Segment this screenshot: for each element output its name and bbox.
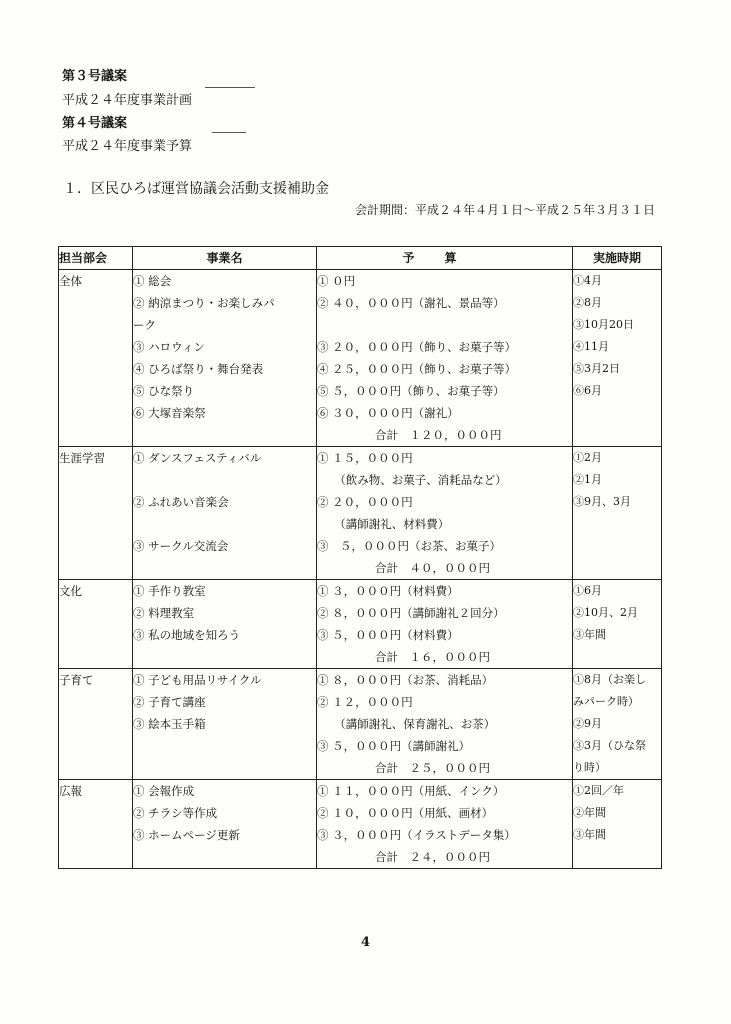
agenda4-title: 平成２４年度事業予算 — [62, 139, 193, 154]
item-name: ② チラシ等作成 — [133, 806, 218, 820]
accounting-period: 会計期間：平成２４年４月１日～平成２５年３月３１日 — [354, 203, 655, 217]
budget-line: ① １５，０００円 — [317, 451, 413, 465]
table-row — [59, 270, 662, 447]
schedule-line: ①4月 — [573, 274, 602, 287]
table-row — [59, 447, 662, 580]
item-name: ⑥ 大塚音楽祭 — [133, 406, 206, 420]
budget-line: ③ ５，０００円（材料費） — [317, 628, 459, 642]
schedule-line: ⑤3月2日 — [573, 362, 620, 375]
budget-cell — [317, 669, 573, 780]
budget-cell — [317, 270, 573, 447]
schedule-line: ③9月、3月 — [573, 495, 631, 508]
item-name: ② 料理教室 — [133, 606, 195, 620]
item-name — [133, 513, 316, 535]
budget-line: （飲み物、お菓子、消耗品など） — [317, 473, 507, 487]
budget-line: ⑥ ３０，０００円（謝礼） — [317, 406, 459, 420]
item-name: ーク — [133, 318, 156, 332]
schedule-line: り時） — [573, 761, 606, 774]
item-cell — [133, 447, 317, 580]
item-name: ④ ひろば祭り・舞台発表 — [133, 362, 264, 376]
table-header-row — [59, 247, 662, 270]
budget-table — [58, 246, 662, 869]
table-row — [59, 580, 662, 669]
budget-line: ① １１，０００円（用紙、インク） — [317, 784, 505, 798]
schedule-cell — [573, 669, 662, 780]
budget-line: ⑤ ５，０００円（飾り、お菓子等） — [317, 384, 505, 398]
agenda4-label: 第４号議案 — [62, 116, 128, 131]
dept-cell — [59, 270, 133, 447]
schedule-line: ③3月（ひな祭 — [573, 739, 646, 752]
dept-cell — [59, 780, 133, 869]
header-dept: 担当部会 — [59, 247, 133, 270]
item-name: ① ダンスフェスティバル — [133, 451, 262, 465]
item-cell — [133, 669, 317, 780]
budget-total: 合計 ４０，０００円 — [375, 561, 490, 575]
item-name: ③ サークル交流会 — [133, 539, 229, 553]
budget-line: （講師謝礼、保育謝礼、お茶） — [317, 717, 496, 731]
budget-line: （講師謝礼、材料費） — [317, 517, 450, 531]
header-name: 事業名 — [133, 247, 317, 270]
budget-total: 合計 ２４，０００円 — [375, 850, 490, 864]
budget-total: 合計 １２０，０００円 — [375, 428, 502, 442]
schedule-line: ③年間 — [573, 628, 606, 641]
schedule-line: ④11月 — [573, 340, 609, 353]
agenda3-title: 平成２４年度事業計画 — [62, 93, 193, 108]
budget-total: 合計 １６，０００円 — [375, 650, 490, 664]
budget-cell — [317, 447, 573, 580]
table-row — [59, 780, 662, 869]
item-name: ② ふれあい音楽会 — [133, 495, 229, 509]
item-cell — [133, 580, 317, 669]
budget-line: ② ８，０００円（講師謝礼２回分） — [317, 606, 505, 620]
budget-line: ② １２，０００円 — [317, 695, 413, 709]
schedule-cell — [573, 447, 662, 580]
item-name: ② 納涼まつり・お楽しみパ — [133, 296, 275, 310]
dept-label: 子育て — [59, 673, 94, 687]
schedule-line: ③年間 — [573, 828, 606, 841]
schedule-line: ②9月 — [573, 717, 602, 730]
item-name: ① 会報作成 — [133, 784, 195, 798]
underline-mark — [212, 132, 246, 133]
budget-line: ③ ３，０００円（イラストデータ集） — [317, 828, 516, 842]
schedule-cell — [573, 270, 662, 447]
budget-cell — [317, 780, 573, 869]
budget-total: 合計 ２５，０００円 — [375, 761, 490, 775]
budget-line: ③ ２０，０００円（飾り、お菓子等） — [317, 340, 517, 354]
schedule-line: みパーク時） — [573, 695, 639, 708]
item-name: ⑤ ひな祭り — [133, 384, 195, 398]
budget-line — [317, 314, 572, 336]
page-number: 4 — [360, 935, 371, 950]
schedule-line: ⑥6月 — [573, 384, 602, 397]
table-row — [59, 669, 662, 780]
budget-line: ③ ５，０００円（講師謝礼） — [317, 739, 471, 753]
budget-cell — [317, 580, 573, 669]
schedule-line: ①8月（お楽し — [573, 673, 646, 686]
item-name: ② 子育て講座 — [133, 695, 206, 709]
item-name: ① 手作り教室 — [133, 584, 206, 598]
item-name: ③ 私の地域を知ろう — [133, 628, 241, 642]
schedule-line: ②年間 — [573, 806, 606, 819]
item-cell — [133, 270, 317, 447]
underline-mark — [205, 87, 255, 88]
dept-cell — [59, 580, 133, 669]
budget-line: ② １０，０００円（用紙、画材） — [317, 806, 494, 820]
schedule-cell — [573, 780, 662, 869]
schedule-line: ①2月 — [573, 451, 602, 464]
budget-line: ③ ５，０００円（お茶、お菓子） — [317, 539, 501, 553]
dept-label: 全体 — [59, 274, 82, 288]
dept-cell — [59, 447, 133, 580]
schedule-line: ③10月20日 — [573, 318, 634, 331]
schedule-line: ②1月 — [573, 473, 602, 486]
schedule-line: ②10月、2月 — [573, 606, 638, 619]
header-when: 実施時期 — [573, 247, 662, 270]
item-name: ① 子ども用品リサイクル — [133, 673, 262, 687]
header-budget: 予算 — [317, 247, 573, 270]
schedule-cell — [573, 580, 662, 669]
budget-line: ④ ２５，０００円（飾り、お菓子等） — [317, 362, 517, 376]
item-name: ③ ホームページ更新 — [133, 828, 240, 842]
item-name: ① 総会 — [133, 274, 172, 288]
item-name — [133, 469, 316, 491]
budget-line: ① ０円 — [317, 274, 356, 288]
budget-line: ② ４０，０００円（謝礼、景品等） — [317, 296, 505, 310]
section-title: １．区民ひろば運営協議会活動支援補助金 — [63, 181, 329, 197]
budget-line: ② ２０，０００円 — [317, 495, 413, 509]
agenda3-label: 第３号議案 — [62, 69, 128, 84]
schedule-line: ①6月 — [573, 584, 602, 597]
dept-label: 文化 — [59, 584, 82, 598]
budget-line: ① ３，０００円（材料費） — [317, 584, 459, 598]
item-name: ③ 絵本玉手箱 — [133, 717, 206, 731]
dept-cell — [59, 669, 133, 780]
item-name: ③ ハロウィン — [133, 340, 205, 354]
budget-line: ① ８，０００円（お茶、消耗品） — [317, 673, 494, 687]
dept-label: 広報 — [59, 784, 82, 798]
dept-label: 生涯学習 — [59, 451, 105, 465]
item-cell — [133, 780, 317, 869]
schedule-line: ①2回／年 — [573, 784, 624, 797]
schedule-line: ②8月 — [573, 296, 602, 309]
